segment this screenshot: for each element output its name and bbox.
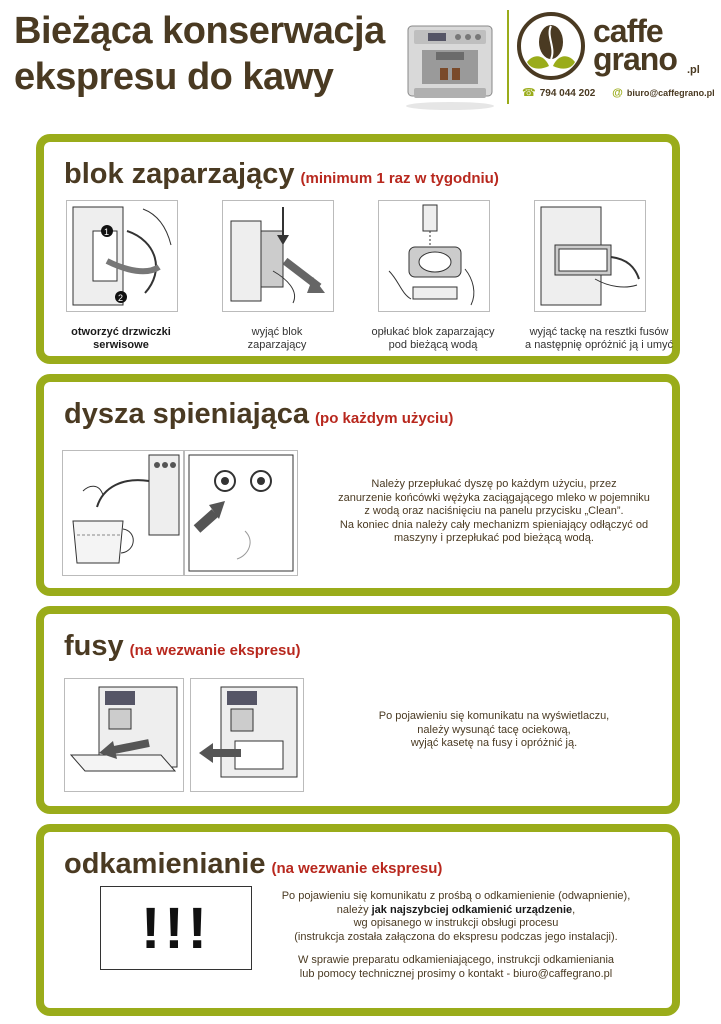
page-title xyxy=(14,8,404,100)
section-heading: odkamienianie xyxy=(64,848,266,880)
section-heading: blok zaparzający xyxy=(64,158,295,190)
section-heading: fusy xyxy=(64,630,124,662)
alert-symbol: !!! xyxy=(141,895,211,961)
step-2-caption: wyjąć blok zaparzający xyxy=(247,326,307,351)
phone-number: 794 044 202 xyxy=(539,88,596,99)
section-heading: dysza spieniająca xyxy=(64,398,310,430)
section-grounds xyxy=(36,606,680,814)
title-line-2: ekspresu do kawy xyxy=(14,56,334,98)
section-frequency-note: (po każdym użyciu) xyxy=(315,410,454,427)
section-title xyxy=(64,398,453,431)
step-3-caption: opłukać blok zaparzający pod bieżącą wodą xyxy=(371,326,495,351)
section-steam-wand xyxy=(36,374,680,596)
illustration-grounds-tray xyxy=(534,200,646,312)
at-icon: @ xyxy=(612,87,623,99)
warning-exclamation-icon xyxy=(100,886,252,970)
illustration-open-door xyxy=(66,200,178,312)
steam-wand-instructions: Należy przepłukać dyszę po każdym użyciu, przez zanurzenie końcówki wężyka zaciągającego mleko w pojemniku z wodą oraz naciśnięciu na panelu przycisku „Clean”. Na koniec dnia należy cały mechanizm spieniający odłączyć od maszyny i przepłukać pod bieżącą wodą. xyxy=(338,478,650,544)
illustration-drip-tray xyxy=(64,678,184,792)
logo-text-grano: grano xyxy=(593,41,677,77)
section-frequency-note: (minimum 1 raz w tygodniu) xyxy=(300,170,499,187)
section-frequency-note: (na wezwanie ekspresu) xyxy=(129,642,301,659)
illustration-rinse-group xyxy=(378,200,490,312)
section-title xyxy=(64,630,301,663)
coffee-bean-icon xyxy=(517,12,585,80)
section-descaling xyxy=(36,824,680,1016)
logo-text-caffe: caffe xyxy=(593,13,663,49)
illustration-remove-group xyxy=(222,200,334,312)
phone-icon: ☎ xyxy=(522,87,536,99)
section-frequency-note: (na wezwanie ekspresu) xyxy=(271,860,443,877)
illustration-milk-rinse xyxy=(62,450,184,576)
grounds-instructions: Po pojawieniu się komunikatu na wyświetlaczu, należy wysunąć tacę ociekową, wyjąć kasetę na fusy i opróżnić ją. xyxy=(378,710,610,749)
section-title xyxy=(64,848,442,881)
email-address[interactable]: biuro@caffegrano.pl xyxy=(626,88,715,98)
illustration-clean-button xyxy=(184,450,298,576)
logo-suffix: .pl xyxy=(687,64,700,76)
header-divider xyxy=(507,10,509,104)
contact-info xyxy=(522,86,715,99)
espresso-machine-image xyxy=(400,18,500,114)
illustration-grounds-drawer xyxy=(190,678,304,792)
title-line-1: Bieżąca konserwacja xyxy=(14,10,385,52)
svg-text:1: 1 xyxy=(104,227,110,237)
step-4-caption: wyjąć tackę na resztki fusów a następnię opróżnić ją i umyć xyxy=(525,326,673,351)
section-brew-group xyxy=(36,134,680,364)
svg-text:2: 2 xyxy=(118,293,124,303)
section-title xyxy=(64,158,499,191)
caffegrano-logo xyxy=(517,12,717,82)
step-1-caption: otworzyć drzwiczki serwisowe xyxy=(71,326,171,351)
descaling-instructions: Po pojawieniu się komunikatu z prośbą o odkamienienie (odwapnienie), należy jak najszybciej odkamienić urządzenie, wg opisanego w instrukcji obsługi procesu (instrukcja została załączona do ekspresu podczas jego instalacji). W sprawie preparatu odkamieniającego, instrukcji odkamieniania lub pomocy technicznej prosimy o kontakt - biuro@caffegrano.pl xyxy=(281,890,631,980)
